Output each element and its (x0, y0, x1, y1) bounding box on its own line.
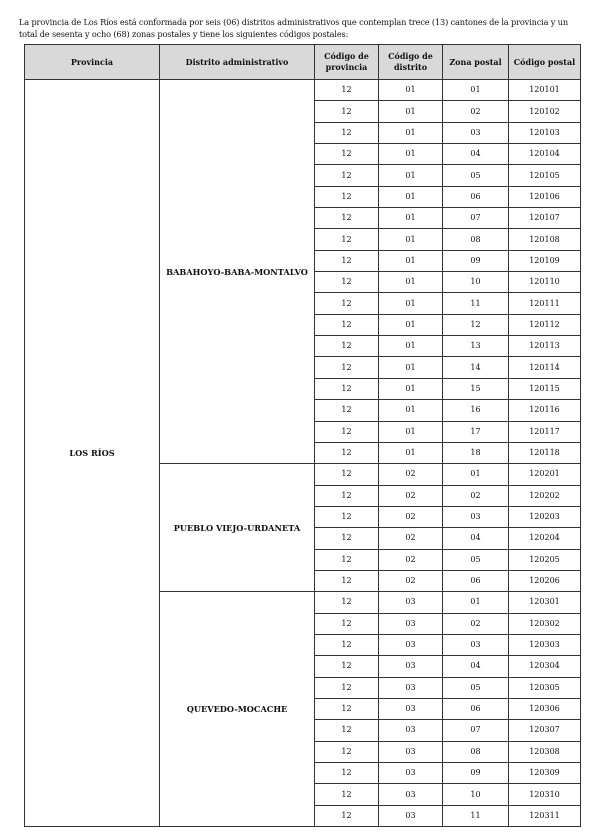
codigo-postal-cell: 120310 (509, 784, 581, 805)
codigo-distrito-cell: 02 (379, 485, 443, 506)
codigo-postal-cell: 120109 (509, 250, 581, 271)
district-cell: BABAHOYO-BABA-MONTALVO (160, 80, 315, 464)
zona-postal-cell: 06 (443, 570, 509, 591)
codigo-provincia-cell: 12 (315, 634, 379, 655)
zona-postal-cell: 01 (443, 592, 509, 613)
codigo-distrito-cell: 01 (379, 165, 443, 186)
header-codigo-postal: Código postal (509, 45, 581, 80)
codigo-postal-cell: 120303 (509, 634, 581, 655)
zona-postal-cell: 15 (443, 378, 509, 399)
codigo-postal-cell: 120205 (509, 549, 581, 570)
zona-postal-cell: 06 (443, 698, 509, 719)
codigo-distrito-cell: 01 (379, 421, 443, 442)
header-distrito: Distrito administrativo (160, 45, 315, 80)
codigo-provincia-cell: 12 (315, 741, 379, 762)
zona-postal-cell: 05 (443, 549, 509, 570)
codigo-distrito-cell: 03 (379, 698, 443, 719)
codigo-provincia-cell: 12 (315, 165, 379, 186)
codigo-postal-cell: 120111 (509, 293, 581, 314)
codigo-provincia-cell: 12 (315, 357, 379, 378)
codigo-provincia-cell: 12 (315, 528, 379, 549)
codigo-postal-cell: 120117 (509, 421, 581, 442)
codigo-postal-cell: 120307 (509, 720, 581, 741)
zona-postal-cell: 17 (443, 421, 509, 442)
zona-postal-cell: 08 (443, 741, 509, 762)
codigo-postal-cell: 120101 (509, 80, 581, 101)
codigo-distrito-cell: 03 (379, 805, 443, 826)
codigo-distrito-cell: 01 (379, 186, 443, 207)
codigo-distrito-cell: 01 (379, 250, 443, 271)
codigo-distrito-cell: 01 (379, 272, 443, 293)
codigo-postal-cell: 120206 (509, 570, 581, 591)
codigo-distrito-cell: 01 (379, 208, 443, 229)
zona-postal-cell: 01 (443, 80, 509, 101)
codigo-postal-cell: 120202 (509, 485, 581, 506)
zona-postal-cell: 04 (443, 656, 509, 677)
codigo-distrito-cell: 01 (379, 101, 443, 122)
codigo-provincia-cell: 12 (315, 570, 379, 591)
codigo-postal-cell: 120309 (509, 763, 581, 784)
codigo-provincia-cell: 12 (315, 378, 379, 399)
codigo-provincia-cell: 12 (315, 144, 379, 165)
codigo-provincia-cell: 12 (315, 229, 379, 250)
zona-postal-cell: 04 (443, 528, 509, 549)
codigo-provincia-cell: 12 (315, 549, 379, 570)
codigo-provincia-cell: 12 (315, 763, 379, 784)
zona-postal-cell: 09 (443, 763, 509, 784)
codigo-distrito-cell: 03 (379, 677, 443, 698)
codigo-provincia-cell: 12 (315, 442, 379, 463)
intro-paragraph: La provincia de Los Ríos está conformada por seis (06) distritos administrativos que contemplan trece (13) cantones de la provincia y un total de sesenta y ocho (68) zonas postales y tiene los siguientes códigos postales: (19, 17, 568, 40)
zona-postal-cell: 04 (443, 144, 509, 165)
codigo-postal-cell: 120113 (509, 336, 581, 357)
codigo-distrito-cell: 01 (379, 122, 443, 143)
codigo-distrito-cell: 03 (379, 720, 443, 741)
codigo-distrito-cell: 03 (379, 592, 443, 613)
codigo-postal-cell: 120110 (509, 272, 581, 293)
codigo-distrito-cell: 03 (379, 634, 443, 655)
zona-postal-cell: 02 (443, 613, 509, 634)
codigo-provincia-cell: 12 (315, 613, 379, 634)
codigo-postal-cell: 120102 (509, 101, 581, 122)
codigo-distrito-cell: 01 (379, 80, 443, 101)
district-cell: QUEVEDO-MOCACHE (160, 592, 315, 827)
codigo-provincia-cell: 12 (315, 677, 379, 698)
zona-postal-cell: 07 (443, 720, 509, 741)
codigo-distrito-cell: 01 (379, 144, 443, 165)
codigo-provincia-cell: 12 (315, 698, 379, 719)
codigo-postal-cell: 120103 (509, 122, 581, 143)
zona-postal-cell: 14 (443, 357, 509, 378)
codigo-postal-cell: 120203 (509, 506, 581, 527)
codigo-distrito-cell: 01 (379, 357, 443, 378)
header-codigo-distrito: Código de distrito (379, 45, 443, 80)
codigo-provincia-cell: 12 (315, 464, 379, 485)
codigo-distrito-cell: 01 (379, 336, 443, 357)
zona-postal-cell: 05 (443, 165, 509, 186)
zona-postal-cell: 07 (443, 208, 509, 229)
codigo-distrito-cell: 03 (379, 763, 443, 784)
codigo-distrito-cell: 03 (379, 784, 443, 805)
zona-postal-cell: 11 (443, 293, 509, 314)
header-row (25, 45, 581, 80)
codigo-distrito-cell: 02 (379, 570, 443, 591)
codigo-postal-cell: 120115 (509, 378, 581, 399)
zona-postal-cell: 02 (443, 485, 509, 506)
codigo-provincia-cell: 12 (315, 805, 379, 826)
codigo-provincia-cell: 12 (315, 421, 379, 442)
zona-postal-cell: 18 (443, 442, 509, 463)
zona-postal-cell: 11 (443, 805, 509, 826)
codigo-provincia-cell: 12 (315, 336, 379, 357)
zona-postal-cell: 09 (443, 250, 509, 271)
codigo-postal-cell: 120308 (509, 741, 581, 762)
zona-postal-cell: 10 (443, 784, 509, 805)
codigo-provincia-cell: 12 (315, 122, 379, 143)
codigo-postal-cell: 120116 (509, 400, 581, 421)
codigo-provincia-cell: 12 (315, 656, 379, 677)
zona-postal-cell: 03 (443, 634, 509, 655)
codigo-distrito-cell: 03 (379, 613, 443, 634)
zona-postal-cell: 08 (443, 229, 509, 250)
province-cell: LOS RÍOS (25, 80, 160, 827)
codigo-postal-cell: 120302 (509, 613, 581, 634)
codigo-provincia-cell: 12 (315, 784, 379, 805)
header-codigo-provincia: Código de provincia (315, 45, 379, 80)
codigo-provincia-cell: 12 (315, 250, 379, 271)
table-body (25, 80, 581, 827)
codigo-postal-cell: 120112 (509, 314, 581, 335)
codigo-provincia-cell: 12 (315, 293, 379, 314)
zona-postal-cell: 02 (443, 101, 509, 122)
codigo-postal-cell: 120306 (509, 698, 581, 719)
codigo-postal-cell: 120118 (509, 442, 581, 463)
codigo-postal-cell: 120107 (509, 208, 581, 229)
codigo-postal-cell: 120311 (509, 805, 581, 826)
zona-postal-cell: 01 (443, 464, 509, 485)
codigo-distrito-cell: 03 (379, 656, 443, 677)
codigo-postal-cell: 120304 (509, 656, 581, 677)
zona-postal-cell: 16 (443, 400, 509, 421)
codigo-distrito-cell: 02 (379, 506, 443, 527)
codigo-distrito-cell: 03 (379, 741, 443, 762)
codigo-provincia-cell: 12 (315, 400, 379, 421)
codigo-postal-cell: 120104 (509, 144, 581, 165)
zona-postal-cell: 12 (443, 314, 509, 335)
codigo-provincia-cell: 12 (315, 485, 379, 506)
codigo-provincia-cell: 12 (315, 101, 379, 122)
zona-postal-cell: 10 (443, 272, 509, 293)
codigo-distrito-cell: 01 (379, 378, 443, 399)
table-row (25, 80, 581, 101)
codigo-distrito-cell: 01 (379, 400, 443, 421)
zona-postal-cell: 05 (443, 677, 509, 698)
codigo-postal-cell: 120301 (509, 592, 581, 613)
codigo-distrito-cell: 01 (379, 314, 443, 335)
codigo-distrito-cell: 02 (379, 549, 443, 570)
postal-code-table (24, 44, 581, 827)
codigo-distrito-cell: 01 (379, 293, 443, 314)
codigo-distrito-cell: 01 (379, 442, 443, 463)
codigo-postal-cell: 120305 (509, 677, 581, 698)
codigo-provincia-cell: 12 (315, 314, 379, 335)
header-provincia: Provincia (25, 45, 160, 80)
codigo-provincia-cell: 12 (315, 272, 379, 293)
codigo-provincia-cell: 12 (315, 506, 379, 527)
district-cell: PUEBLO VIEJO-URDANETA (160, 464, 315, 592)
codigo-provincia-cell: 12 (315, 186, 379, 207)
codigo-distrito-cell: 02 (379, 464, 443, 485)
codigo-provincia-cell: 12 (315, 80, 379, 101)
codigo-provincia-cell: 12 (315, 592, 379, 613)
codigo-postal-cell: 120204 (509, 528, 581, 549)
codigo-distrito-cell: 02 (379, 528, 443, 549)
codigo-distrito-cell: 01 (379, 229, 443, 250)
zona-postal-cell: 03 (443, 122, 509, 143)
codigo-postal-cell: 120108 (509, 229, 581, 250)
header-zona-postal: Zona postal (443, 45, 509, 80)
codigo-provincia-cell: 12 (315, 720, 379, 741)
codigo-provincia-cell: 12 (315, 208, 379, 229)
zona-postal-cell: 03 (443, 506, 509, 527)
zona-postal-cell: 13 (443, 336, 509, 357)
zona-postal-cell: 06 (443, 186, 509, 207)
table-header (25, 45, 581, 80)
codigo-postal-cell: 120201 (509, 464, 581, 485)
codigo-postal-cell: 120114 (509, 357, 581, 378)
codigo-postal-cell: 120106 (509, 186, 581, 207)
codigo-postal-cell: 120105 (509, 165, 581, 186)
